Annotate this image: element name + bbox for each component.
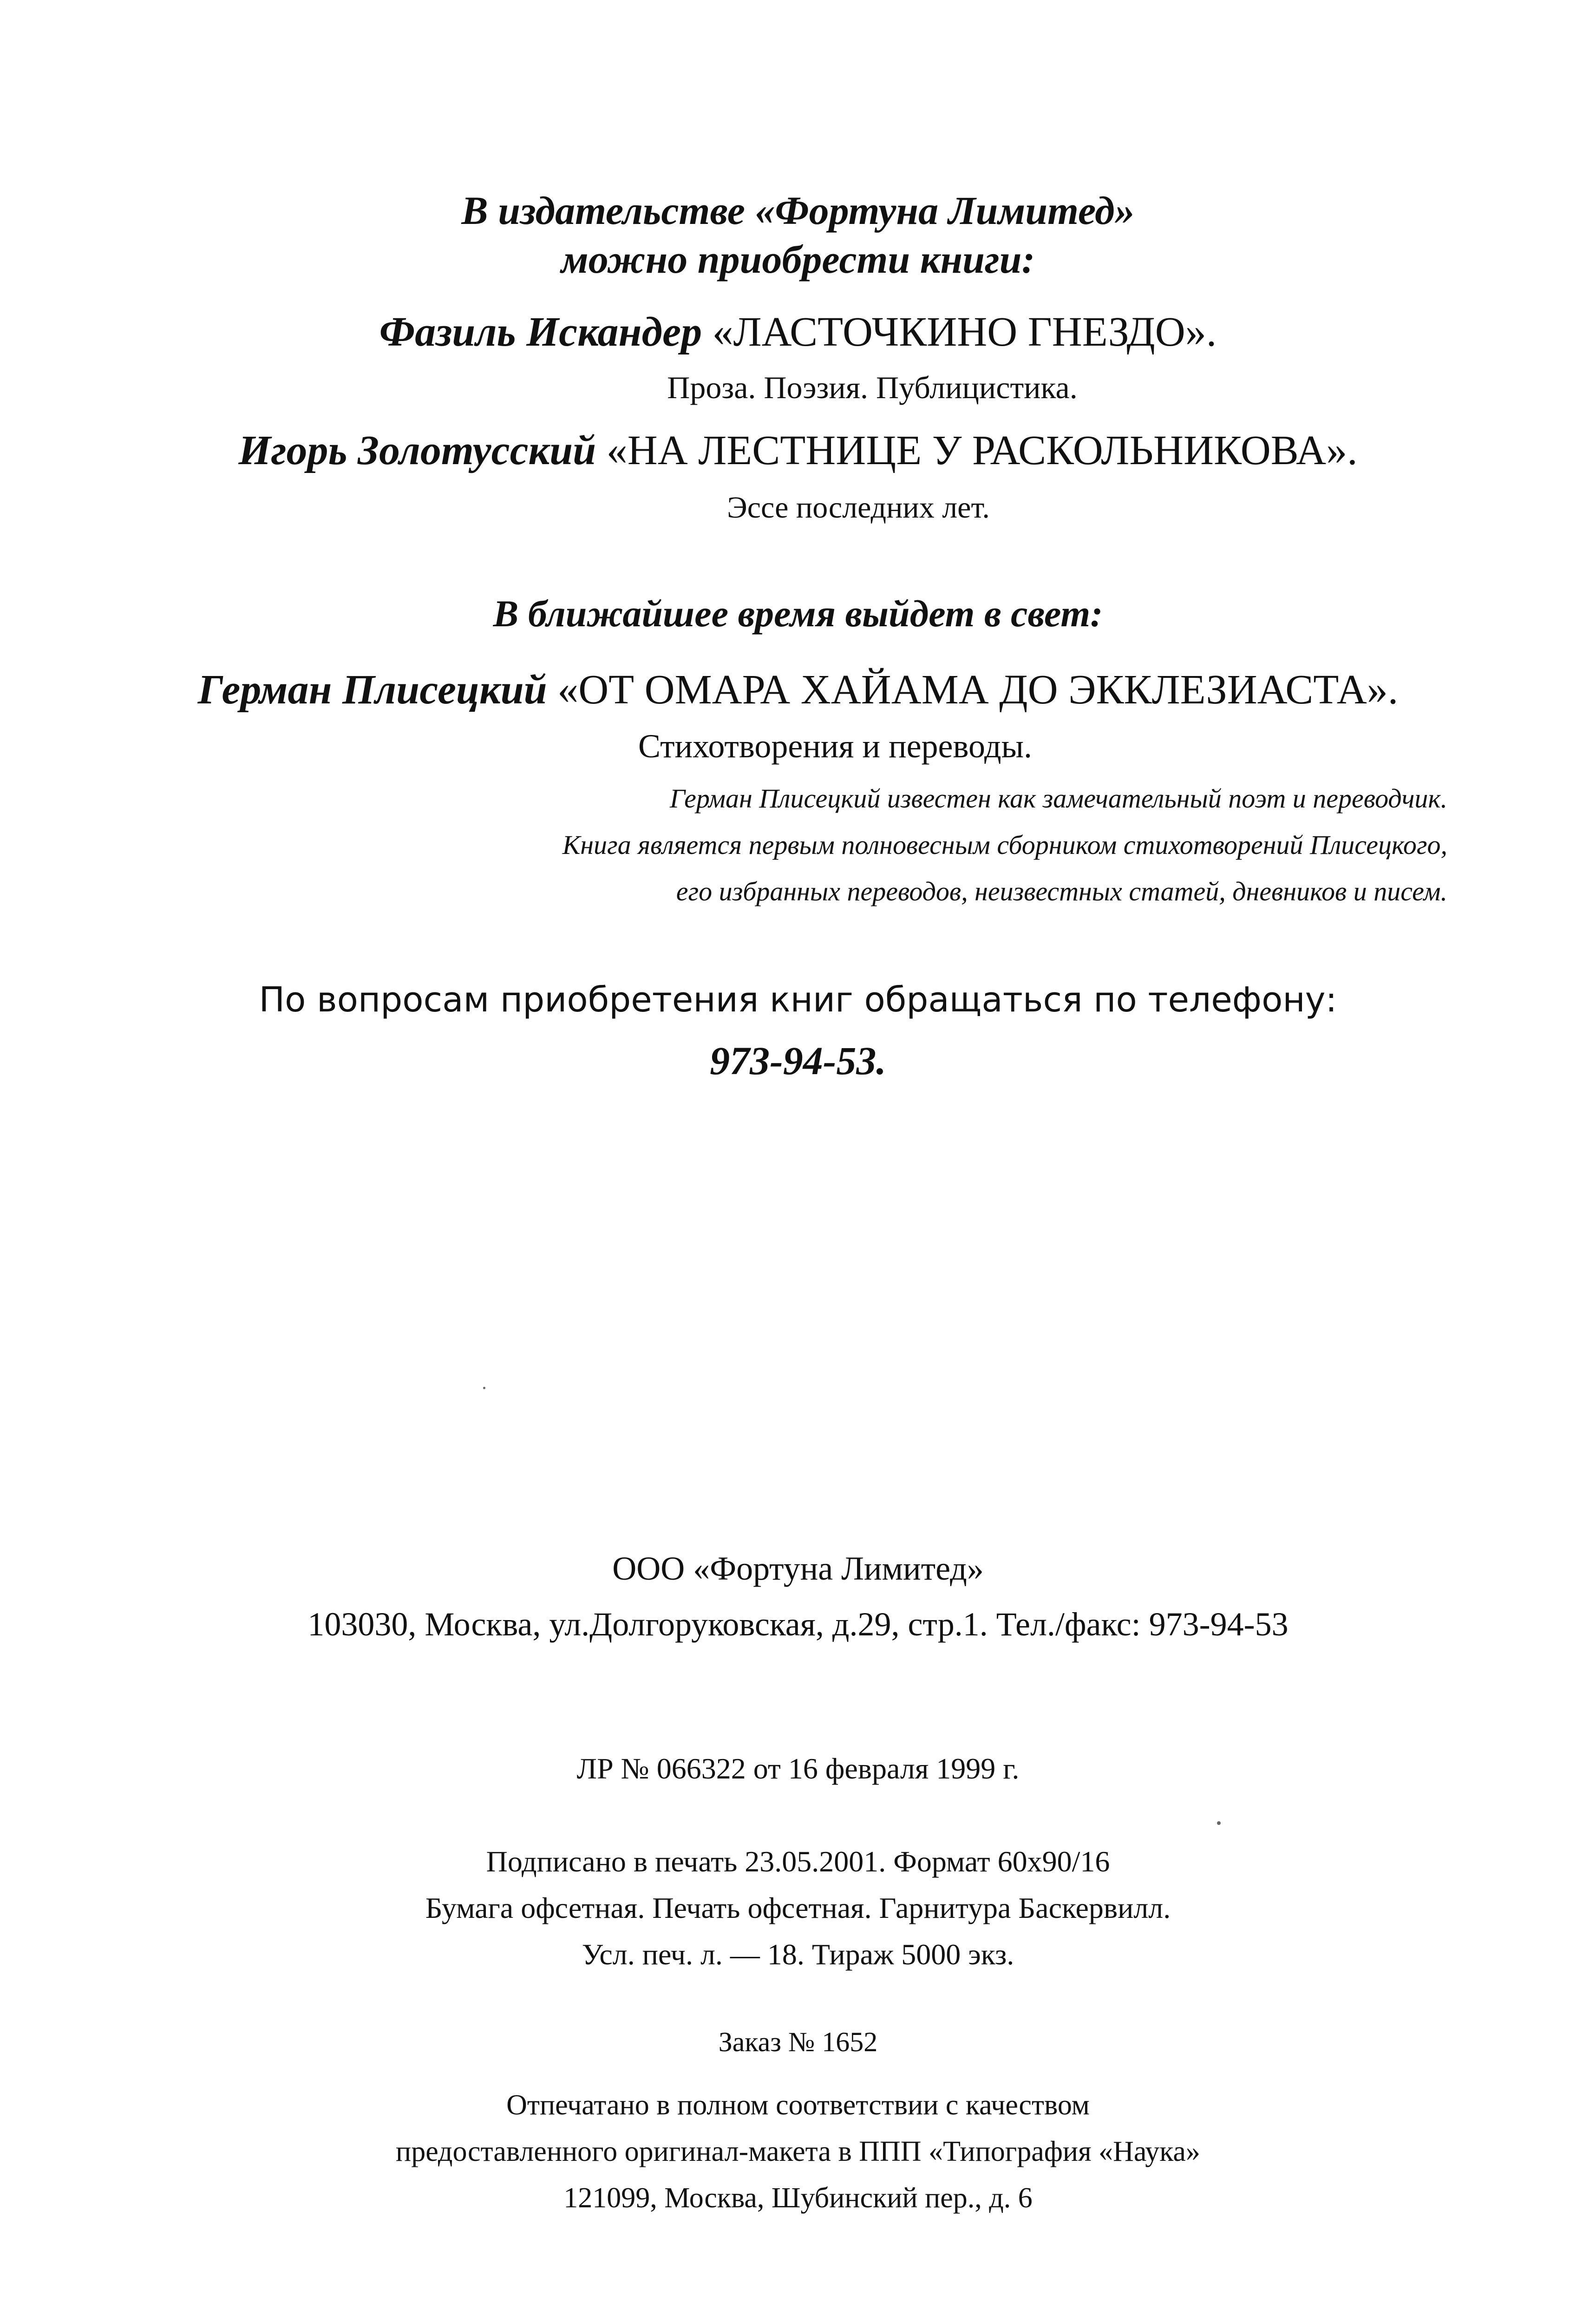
- printer-line: 121099, Москва, Шубинский пер., д. 6: [563, 2182, 1033, 2214]
- printer-line: Отпечатано в полном соответствии с качеством: [506, 2089, 1090, 2121]
- book-entry-zolotussky: [0, 427, 1596, 473]
- scan-speck: [1217, 1821, 1221, 1825]
- scan-speck: [483, 1387, 485, 1389]
- book-title: «НА ЛЕСТНИЦЕ У РАСКОЛЬНИКОВА».: [606, 427, 1358, 473]
- imprint-company: ООО «Фортуна Лимитед»: [612, 1550, 984, 1587]
- book-subtitle: Эссе последних лет.: [727, 491, 990, 525]
- contact-phone: 973-94-53.: [710, 1038, 886, 1083]
- description-line: его избранных переводов, неизвестных статей, дневников и писем.: [676, 876, 1447, 906]
- book-entry-iskander: [0, 311, 1596, 353]
- book-subtitle: Стихотворения и переводы.: [638, 728, 1032, 765]
- print-details-line: Бумага офсетная. Печать офсетная. Гарнитура Баскервилл.: [425, 1891, 1171, 1924]
- book-title: «ОТ ОМАРА ХАЙАМА ДО ЭККЛЕЗИАСТА».: [557, 667, 1399, 713]
- contact-text: По вопросам приобретения книг обращаться по телефону:: [259, 980, 1337, 1020]
- print-details-line: Усл. печ. л. — 18. Тираж 5000 экз.: [582, 1938, 1014, 1971]
- offer-heading-line-2: можно приобрести книги:: [561, 237, 1035, 282]
- upcoming-heading: В ближайшее время выйдет в свет:: [493, 592, 1103, 635]
- book-author: Герман Плисецкий: [197, 667, 547, 713]
- imprint-order: Заказ № 1652: [718, 2027, 878, 2057]
- imprint-address: 103030, Москва, ул.Долгоруковская, д.29, стр.1. Тел./факс: 973-94-53: [307, 1606, 1289, 1643]
- description-line: Книга является первым полновесным сборником стихотворений Плисецкого,: [562, 830, 1447, 860]
- imprint-license: ЛР № 066322 от 16 февраля 1999 г.: [576, 1752, 1020, 1785]
- book-entry-plisetsky: [0, 669, 1596, 711]
- description-line: Герман Плисецкий известен как замечательный поэт и переводчик.: [669, 783, 1447, 814]
- printer-line: предоставленного оригинал-макета в ППП «Типография «Наука»: [396, 2136, 1200, 2167]
- book-subtitle: Проза. Поэзия. Публицистика.: [667, 370, 1078, 405]
- offer-heading-line-1: В издательстве «Фортуна Лимитед»: [461, 188, 1135, 233]
- book-author: Игорь Золотусский: [238, 427, 596, 473]
- book-title: «ЛАСТОЧКИНО ГНЕЗДО».: [712, 309, 1217, 355]
- book-author: Фазиль Искандер: [379, 309, 702, 355]
- print-details-line: Подписано в печать 23.05.2001. Формат 60х90/16: [486, 1845, 1110, 1878]
